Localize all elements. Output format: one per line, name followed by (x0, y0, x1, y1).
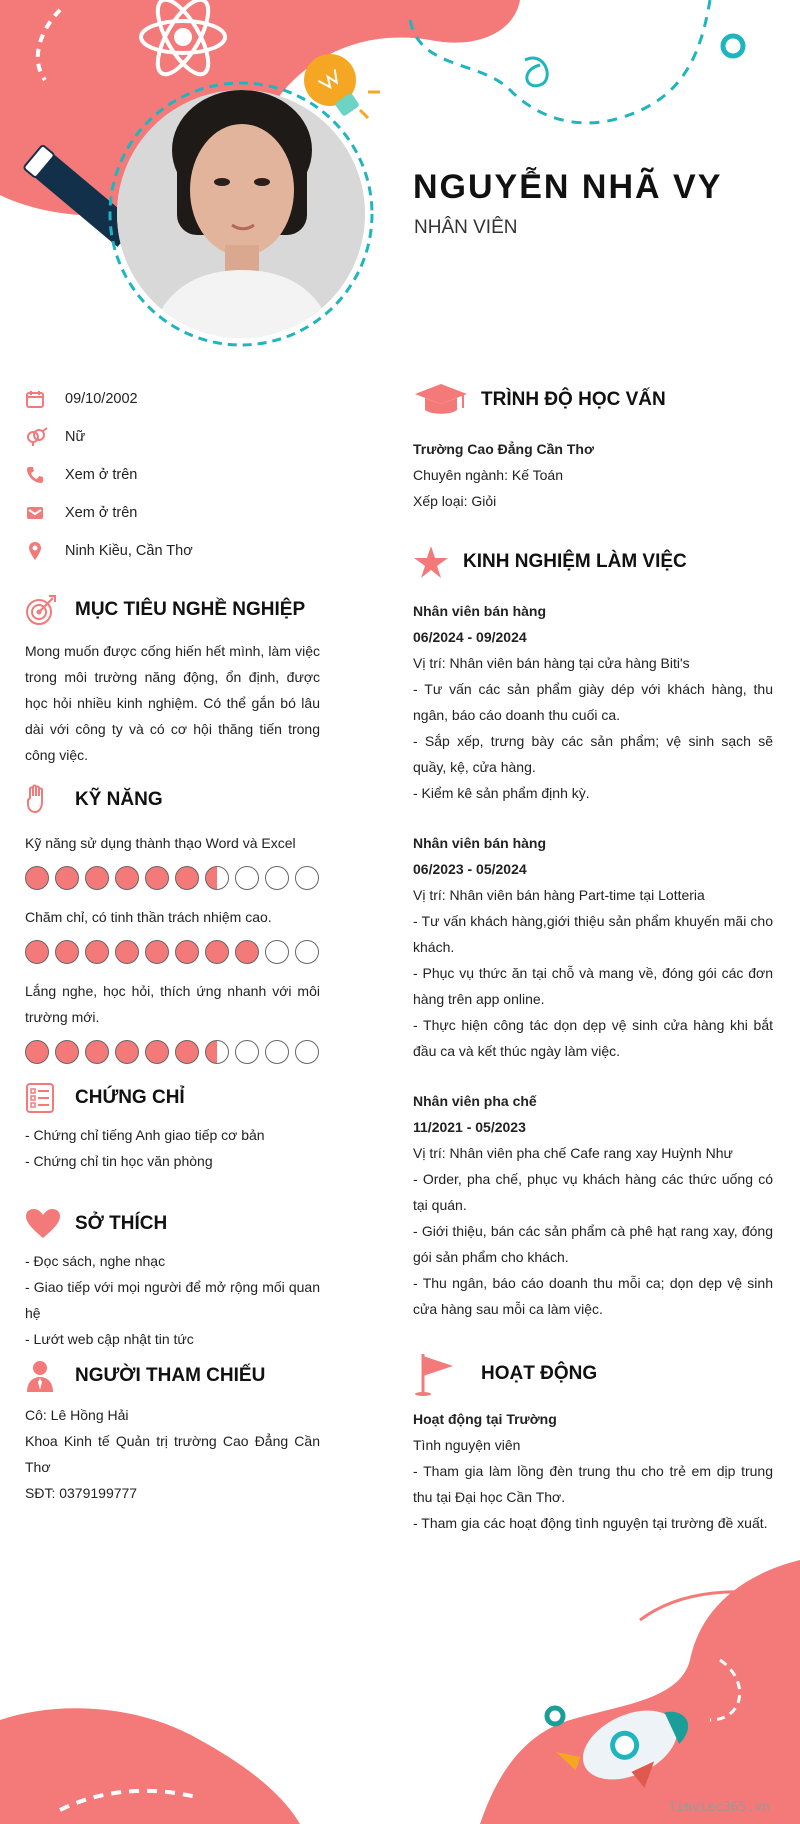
certificates-header (25, 1078, 320, 1118)
star-icon (413, 544, 463, 580)
address-row (25, 532, 320, 570)
activities-body (413, 1406, 773, 1536)
rating-dot (115, 866, 139, 890)
skill-rating (25, 940, 320, 964)
email-text: Xem ở trên (65, 505, 138, 521)
school-name: Trường Cao Đẳng Cần Thơ (413, 441, 594, 457)
rating-dot (205, 940, 229, 964)
rating-dot (55, 866, 79, 890)
major-text: Chuyên ngành: Kế Toán (413, 467, 563, 483)
graduation-cap-icon (413, 382, 481, 418)
rating-dot (265, 866, 289, 890)
rating-dot (115, 1040, 139, 1064)
rating-dot (175, 866, 199, 890)
flag-icon (413, 1350, 481, 1398)
objective-text: Mong muốn được cống hiến hết mình, làm việc trong môi trường năng động, ổn định, được học hỏi nhiều kinh nghiệm. Có thể gắn bó lâu dài với công ty và có cơ hội thăng tiến trong công việc. (25, 643, 320, 763)
calendar-icon (25, 389, 65, 409)
skills-title: KỸ NĂNG (75, 789, 163, 810)
job-title: Nhân viên bán hàng (413, 835, 547, 851)
gender-row (25, 418, 320, 456)
rating-dot (235, 940, 259, 964)
hobbies-list (25, 1248, 320, 1352)
activity-line: - Tham gia các hoạt động tình nguyện tại trường đề xuất. (413, 1515, 768, 1531)
certificates-list (25, 1122, 320, 1174)
rating-dot (175, 940, 199, 964)
skill-name: Chăm chỉ, có tinh thần trách nhiệm cao. (25, 909, 272, 925)
rating-dot (55, 1040, 79, 1064)
hobbies-title: SỞ THÍCH (75, 1213, 168, 1234)
job-detail: Vị trí: Nhân viên pha chế Cafe rang xay Huỳnh Như (413, 1145, 733, 1161)
rating-dot (55, 940, 79, 964)
phone-icon (25, 465, 65, 485)
candidate-role: NHÂN VIÊN (414, 217, 518, 238)
certificate-item: - Chứng chỉ tiếng Anh giao tiếp cơ bản (25, 1127, 265, 1143)
activity-name: Hoạt động tại Trường (413, 1411, 557, 1427)
rating-dot (295, 940, 319, 964)
experience-header (413, 542, 773, 582)
activity-line: - Tham gia làm lồng đèn trung thu cho trẻ em dịp trung thu tại Đại học Cần Thơ. (413, 1463, 773, 1505)
references-title: NGƯỜI THAM CHIẾU (75, 1365, 266, 1386)
rating-dot (205, 866, 229, 890)
job-entry (413, 830, 773, 1064)
activity-role: Tình nguyện viên (413, 1437, 521, 1453)
rating-dot (235, 866, 259, 890)
watermark: Timviec365.vn (668, 1800, 770, 1815)
email-row (25, 494, 320, 532)
profile-photo (107, 80, 377, 350)
job-detail: - Thực hiện công tác dọn dẹp vệ sinh cửa hàng khi bắt đầu ca và kết thúc ngày làm việc. (413, 1017, 773, 1059)
skills-list (25, 830, 320, 1064)
reference-org: Khoa Kinh tế Quản trị trường Cao Đẳng Cần Thơ (25, 1433, 320, 1475)
activities-header (413, 1354, 773, 1394)
rating-dot (145, 1040, 169, 1064)
hobbies-header (25, 1204, 320, 1244)
rating-dot (265, 940, 289, 964)
job-period: 06/2023 - 05/2024 (413, 861, 527, 877)
reference-phone: SĐT: 0379199777 (25, 1485, 138, 1501)
left-column (25, 380, 320, 1506)
job-detail: - Tư vấn khách hàng,giới thiệu sản phẩm khuyến mãi cho khách. (413, 913, 773, 955)
rating-dot (115, 940, 139, 964)
education-body (413, 436, 773, 514)
rating-dot (145, 940, 169, 964)
hobby-item: - Giao tiếp với mọi người để mở rộng mối quan hệ (25, 1279, 320, 1321)
rating-dot (265, 1040, 289, 1064)
grade-text: Xếp loại: Giỏi (413, 493, 497, 509)
references-list (25, 1402, 320, 1506)
skill-name: Kỹ năng sử dụng thành thạo Word và Excel (25, 835, 296, 851)
address-text: Ninh Kiều, Cần Thơ (65, 543, 193, 559)
certificate-item: - Chứng chỉ tin học văn phòng (25, 1153, 213, 1169)
certificates-title: CHỨNG CHỈ (75, 1087, 185, 1108)
target-icon (25, 594, 75, 626)
job-entry (413, 1088, 773, 1322)
job-detail: Vị trí: Nhân viên bán hàng Part-time tại Lotteria (413, 887, 705, 903)
rating-dot (175, 1040, 199, 1064)
experience-list (413, 598, 773, 1322)
birthday-row (25, 380, 320, 418)
job-detail: - Phục vụ thức ăn tại chỗ và mang về, đóng gói các đơn hàng trên app online. (413, 965, 773, 1007)
phone-text: Xem ở trên (65, 467, 138, 483)
hobby-item: - Đọc sách, nghe nhạc (25, 1253, 166, 1269)
location-icon (25, 541, 65, 561)
experience-title: KINH NGHIỆM LÀM VIỆC (463, 551, 687, 572)
skills-header (25, 780, 320, 820)
birthday-text: 09/10/2002 (65, 391, 138, 407)
education-header (413, 380, 773, 420)
job-detail: - Tư vấn các sản phẩm giày dép với khách hàng, thu ngân, báo cáo doanh thu cuối ca. (413, 681, 773, 723)
education-title: TRÌNH ĐỘ HỌC VẤN (481, 389, 666, 410)
skill-rating (25, 866, 320, 890)
gender-icon (25, 427, 65, 447)
rating-dot (295, 1040, 319, 1064)
rating-dot (85, 866, 109, 890)
objective-title: MỤC TIÊU NGHỀ NGHIỆP (75, 599, 306, 620)
job-title: Nhân viên bán hàng (413, 603, 547, 619)
contact-info (25, 380, 320, 570)
phone-row (25, 456, 320, 494)
skill-name: Lắng nghe, học hỏi, thích ứng nhanh với môi trường mới. (25, 983, 320, 1025)
job-entry (413, 598, 773, 806)
rating-dot (235, 1040, 259, 1064)
person-icon (25, 1360, 75, 1392)
job-detail: - Thu ngân, báo cáo doanh thu mỗi ca; dọn dẹp vệ sinh cửa hàng sau mỗi ca làm việc. (413, 1275, 773, 1317)
job-period: 06/2024 - 09/2024 (413, 629, 527, 645)
reference-name: Cô: Lê Hồng Hải (25, 1407, 129, 1423)
job-detail: - Order, pha chế, phục vụ khách hàng các thức uống có tại quán. (413, 1171, 773, 1213)
job-detail: - Kiểm kê sản phẩm định kỳ. (413, 785, 590, 801)
job-detail: - Giới thiệu, bán các sản phẩm cà phê hạt rang xay, đóng gói sản phẩm cho khách. (413, 1223, 773, 1265)
email-icon (25, 503, 65, 523)
hand-icon (25, 784, 75, 816)
rating-dot (85, 940, 109, 964)
avatar (107, 80, 377, 350)
checklist-icon (25, 1082, 75, 1114)
heart-icon (25, 1208, 75, 1240)
gender-text: Nữ (65, 429, 86, 445)
rating-dot (205, 1040, 229, 1064)
right-column (413, 380, 773, 1536)
objective-header (25, 590, 320, 630)
rating-dot (295, 866, 319, 890)
job-title: Nhân viên pha chế (413, 1093, 537, 1109)
rating-dot (85, 1040, 109, 1064)
candidate-name: NGUYỄN NHÃ VY (413, 168, 723, 206)
job-detail: - Sắp xếp, trưng bày các sản phẩm; vệ sinh sạch sẽ quầy, kệ, cửa hàng. (413, 733, 773, 775)
rating-dot (25, 866, 49, 890)
job-detail: Vị trí: Nhân viên bán hàng tại cửa hàng Biti's (413, 655, 690, 671)
activities-title: HOẠT ĐỘNG (481, 1363, 598, 1384)
rating-dot (25, 940, 49, 964)
hobby-item: - Lướt web cập nhật tin tức (25, 1331, 194, 1347)
skill-rating (25, 1040, 320, 1064)
rating-dot (145, 866, 169, 890)
rating-dot (25, 1040, 49, 1064)
references-header (25, 1356, 320, 1396)
job-period: 11/2021 - 05/2023 (413, 1119, 526, 1135)
